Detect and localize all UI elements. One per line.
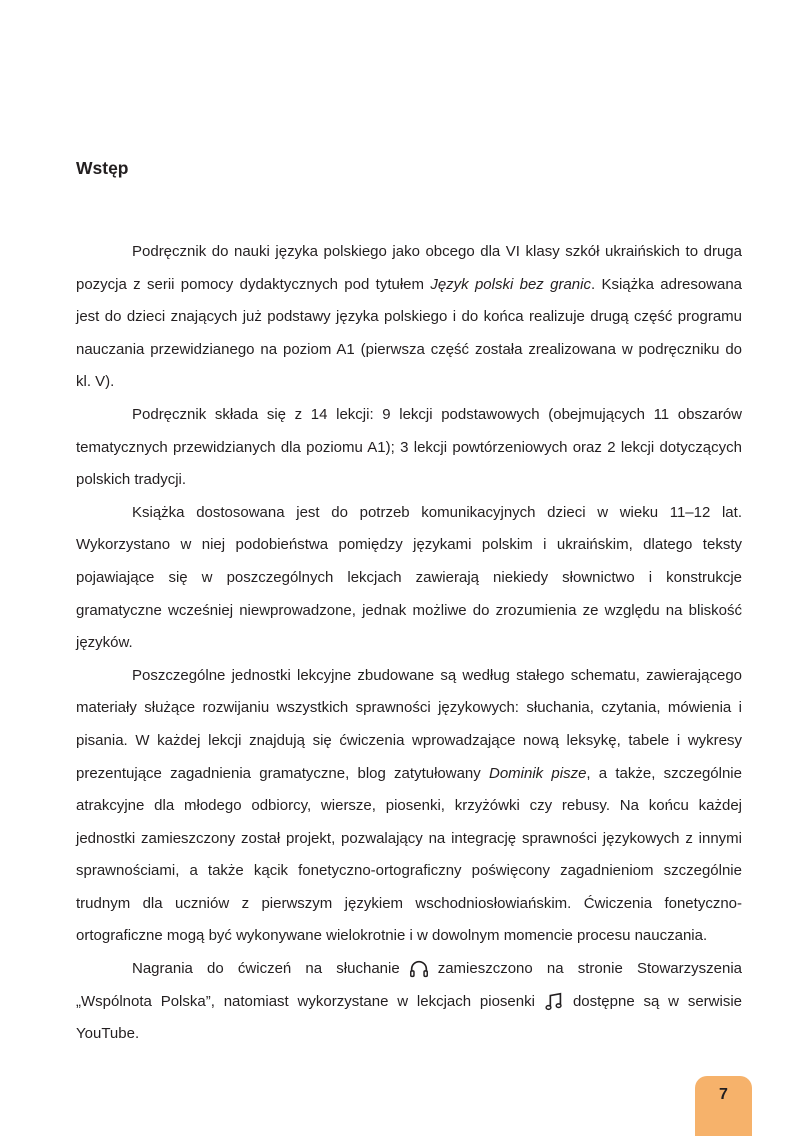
paragraph-1 — [76, 236, 742, 399]
paragraph-4 — [76, 660, 742, 953]
paragraph-1-part-a: Podręcznik do nauki języka polskiego jako obcego dla VI klasy szkół ukraińskich to druga pozycja z serii pomocy dydaktycznych pod tytułem — [76, 243, 742, 293]
music-note-icon — [543, 991, 565, 1013]
intro-text — [76, 236, 742, 1051]
paragraph-5-part-c: dostępne są w serwisie YouTube. — [76, 992, 742, 1043]
paragraph-5-part-a: Nagrania do ćwiczeń na słuchanie — [132, 960, 400, 978]
paragraph-5 — [76, 953, 742, 1051]
paragraph-2: Podręcznik składa się z 14 lekcji: 9 lekcji podstawowych (obejmujących 11 obszarów tematycznych przewidzianych dla poziomu A1); 3 lekcji powtórzeniowych oraz 2 lekcji dotyczących polskich tradycji. — [76, 405, 742, 489]
series-title: Język polski bez granic — [430, 275, 591, 293]
page-number-tab — [695, 1076, 752, 1136]
paragraph-4-part-c: , a także, szczególnie atrakcyjne dla młodego odbiorcy, wiersze, piosenki, krzyżówki czy rebusy. Na końcu każdej jednostki zamieszczony został projekt, pozwalający na integrację sprawności językowych z innymi sprawnościami, a także kącik fonetyczno-ortograficzny poświęcony zagadnieniom szczególnie trudnym dla uczniów z pierwszym językiem wschodniosłowiańskim. Ćwiczenia fonetyczno-ortograficzne mogą być wykonywane wielokrotnie i w dowolnym momencie procesu nauczania. — [76, 764, 742, 945]
section-heading: Wstęp — [76, 158, 129, 178]
blog-title: Dominik pisze — [489, 764, 587, 782]
paragraph-3: Książka dostosowana jest do potrzeb komunikacyjnych dzieci w wieku 11–12 lat. Wykorzystano w niej podobieństwa pomiędzy językami polskim i ukraińskim, dlatego teksty pojawiające się w poszczególnych lekcjach zawierają niekiedy słownictwo i konstrukcje gramatyczne wcześniej niewprowadzone, jednak możliwe do zrozumienia ze względu na bliskość języków. — [76, 503, 742, 652]
paragraph-5-part-b: zamieszczono na stronie Stowarzyszenia „Wspólnota Polska”, natomiast wykorzystane w lekcjach piosenki — [76, 960, 743, 1010]
headphones-icon — [408, 958, 430, 980]
paragraph-4-part-a: Poszczególne jednostki lekcyjne zbudowane są według stałego schematu, zawierającego materiały służące rozwijaniu wszystkich sprawności językowych: słuchania, czytania, mówienia i pisania. W każdej lekcji znajdują się ćwiczenia wprowadzające nową leksykę, tabele i wykresy prezentujące zagadnienia gramatyczne, blog zatytułowany — [76, 666, 742, 782]
page-number: 7 — [719, 1086, 728, 1103]
paragraph-1-part-c: . Książka adresowana jest do dzieci znających już podstawy języka polskiego i do końca realizuje drugą część programu nauczania przewidzianego na poziom A1 (pierwsza część została zrealizowana w podręczniku do kl. V). — [76, 275, 743, 391]
